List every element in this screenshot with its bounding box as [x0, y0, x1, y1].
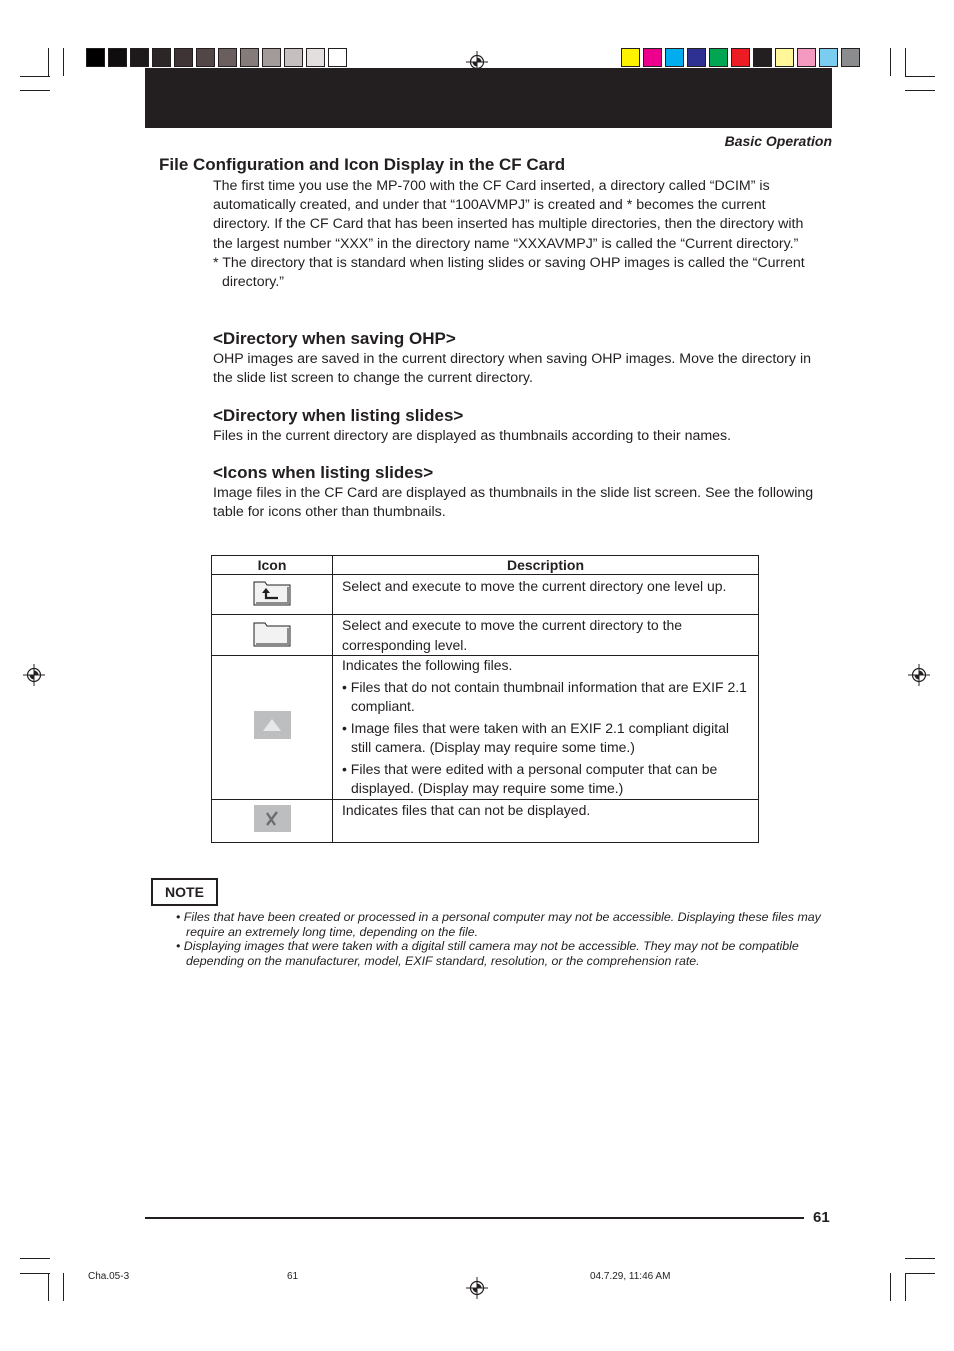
- color-swatch: [328, 48, 347, 67]
- crop-mark: [20, 76, 50, 77]
- color-swatch: [306, 48, 325, 67]
- column-header-description: Description: [333, 556, 759, 575]
- crop-mark: [905, 1273, 935, 1274]
- color-swatch: [731, 48, 750, 67]
- section-label: Basic Operation: [724, 133, 832, 149]
- color-swatch: [152, 48, 171, 67]
- crop-mark: [905, 1273, 906, 1301]
- color-swatch: [797, 48, 816, 67]
- color-swatch: [130, 48, 149, 67]
- table-row-description: Select and execute to move the current directory one level up.: [333, 575, 759, 615]
- footer-rule: [145, 1217, 804, 1219]
- color-swatch: [108, 48, 127, 67]
- heading-listing-slides: <Directory when listing slides>: [213, 406, 464, 425]
- footnote: * The directory that is standard when listing slides or saving OHP images is called the “Current directory.”: [213, 255, 805, 291]
- crop-mark: [20, 1273, 50, 1274]
- color-swatch: [709, 48, 728, 67]
- crop-mark: [63, 48, 64, 76]
- crop-mark: [20, 1258, 50, 1259]
- registration-mark-icon: [908, 664, 930, 686]
- color-calibration-strip: [621, 48, 863, 68]
- slug-file: Cha.05-3: [88, 1271, 130, 1282]
- slug-page: 61: [287, 1271, 299, 1282]
- color-swatch: [196, 48, 215, 67]
- color-swatch: [218, 48, 237, 67]
- crop-mark: [905, 90, 935, 91]
- registration-mark-icon: [466, 1277, 488, 1299]
- table-row: [212, 615, 759, 656]
- color-swatch: [775, 48, 794, 67]
- color-swatch: [753, 48, 772, 67]
- color-swatch: [262, 48, 281, 67]
- table-row: [212, 575, 759, 615]
- color-swatch: [240, 48, 259, 67]
- slug-timestamp: 04.7.29, 11:46 AM: [590, 1271, 671, 1282]
- crop-mark: [48, 1273, 49, 1301]
- color-swatch: [643, 48, 662, 67]
- intro-paragraph: The first time you use the MP-700 with the CF Card inserted, a directory called “DCIM” is automatically created, and under that “100AVMPJ” is created and * becomes the current directory. If the CF Card that has been inserted has multiple directories, then the directory with the largest number “XXX” in the directory name “XXXAVMPJ” is called the “Current directory.”: [213, 178, 804, 252]
- color-swatch: [819, 48, 838, 67]
- body-icons: Image files in the CF Card are displayed as thumbnails in the slide list screen. See the following table for icons other than thumbnails.: [213, 485, 814, 521]
- table-row-description: Select and execute to move the current directory to the corresponding level.: [333, 615, 759, 656]
- list-item: • Files that were edited with a personal computer that can be displayed. (Display may require some time.): [342, 760, 718, 796]
- body-saving-ohp: OHP images are saved in the current directory when saving OHP images. Move the directory in the slide list screen to change the current directory.: [213, 351, 811, 387]
- crop-mark: [48, 48, 49, 76]
- page-number: 61: [813, 1209, 830, 1226]
- note-item: • Files that have been created or processed in a personal computer may not be accessible. Displaying these files may require an extremely long time, depending on the file.: [176, 910, 821, 939]
- crop-mark: [890, 48, 891, 76]
- column-header-icon: Icon: [212, 556, 333, 575]
- image-placeholder-icon: [254, 726, 291, 743]
- list-item: • Image files that were taken with an EXIF 2.1 compliant digital still camera. (Display may require some time.): [342, 719, 729, 755]
- description-lead: Indicates the following files.: [342, 657, 513, 673]
- header-bar: [145, 68, 832, 128]
- heading-icons: <Icons when listing slides>: [213, 463, 434, 482]
- note-label: NOTE: [151, 878, 218, 906]
- table-header-row: [212, 556, 759, 575]
- color-swatch: [86, 48, 105, 67]
- icon-table: [211, 555, 759, 843]
- color-swatch: [174, 48, 193, 67]
- table-row: [212, 799, 759, 842]
- heading-saving-ohp: <Directory when saving OHP>: [213, 329, 456, 348]
- list-item: • Files that do not contain thumbnail information that are EXIF 2.1 compliant.: [342, 678, 747, 714]
- color-swatch: [665, 48, 684, 67]
- crop-mark: [63, 1273, 64, 1301]
- color-swatch: [841, 48, 860, 67]
- table-row: [212, 656, 759, 800]
- grayscale-calibration-strip: [86, 48, 350, 68]
- folder-up-icon: [253, 593, 291, 610]
- crop-mark: [905, 48, 906, 76]
- color-swatch: [284, 48, 303, 67]
- note-item: • Displaying images that were taken with a digital still camera may not be accessible. They may not be compatible depending on the manufacturer, model, EXIF standard, resolution, or the comprehension rate.: [176, 939, 799, 968]
- folder-icon: [253, 634, 291, 651]
- crop-mark: [905, 1258, 935, 1259]
- table-row-description: Indicates files that can not be displayed.: [333, 799, 759, 842]
- crop-mark: [20, 90, 50, 91]
- table-row-description: [333, 656, 759, 800]
- registration-mark-icon: [23, 664, 45, 686]
- page-title: File Configuration and Icon Display in the CF Card: [159, 155, 566, 174]
- crop-mark: [905, 76, 935, 77]
- color-swatch: [687, 48, 706, 67]
- unreadable-file-icon: [254, 819, 291, 836]
- body-listing-slides: Files in the current directory are displayed as thumbnails according to their names.: [213, 428, 732, 444]
- crop-mark: [890, 1273, 891, 1301]
- color-swatch: [621, 48, 640, 67]
